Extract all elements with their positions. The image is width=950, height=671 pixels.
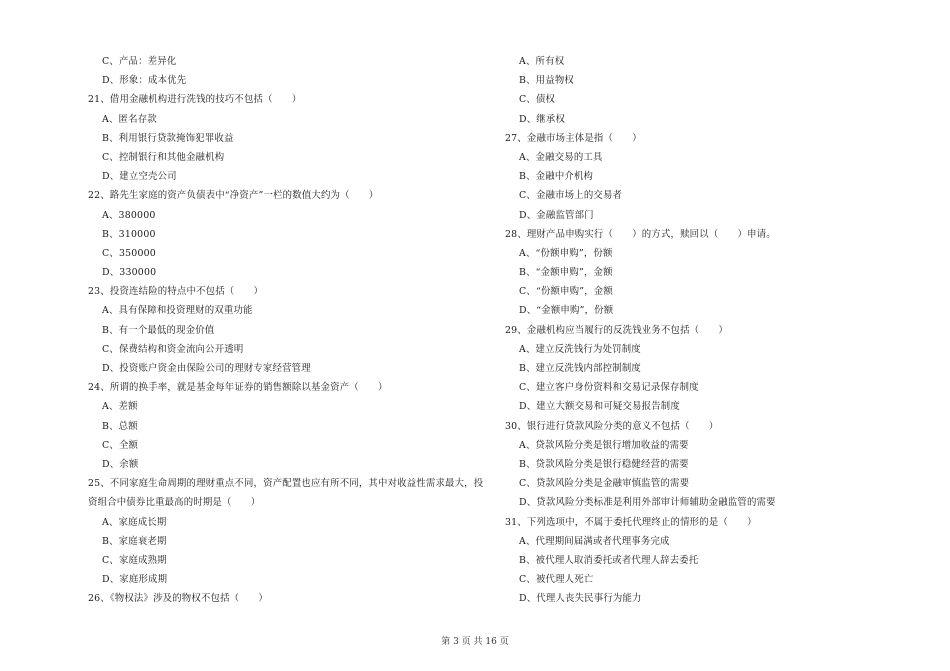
question-text: 26、《物权法》涉及的物权不包括（ ） [88,593,268,605]
answer-option: D、建立空壳公司 [102,171,177,183]
answer-option: B、贷款风险分类是银行稳健经营的需要 [519,458,689,470]
answer-option: D、继承权 [519,113,566,125]
question-text: 23、投资连结险的特点中不包括（ ） [88,286,264,298]
question-text: 27、金融市场主体是指（ ） [505,132,642,144]
question-text: 30、银行进行贷款风险分类的意义不包括（ ） [505,420,719,432]
answer-option: C、“份额申购”，金额 [519,286,613,298]
question-text: 22、路先生家庭的资产负债表中“净资产”一栏的数值大约为（ ） [88,190,379,202]
answer-option: C、金融市场上的交易者 [519,190,623,202]
answer-option: B、被代理人取消委托或者代理人辞去委托 [519,554,699,566]
answer-option: C、产品：差异化 [102,56,177,67]
question-text: 28、理财产品申购实行（ ）的方式，赎回以（ ）申请。 [505,228,776,240]
question-text: 31、下列选项中，不属于委托代理终止的情形的是（ ） [505,516,757,528]
answer-option: C、全额 [102,439,139,451]
answer-option: D、代理人丧失民事行为能力 [519,593,642,605]
question-text: 24、所谓的换手率，就是基金每年证券的销售额除以基金资产（ ） [88,382,388,394]
answer-option: D、330000 [102,267,157,279]
answer-option: D、贷款风险分类标准是利用外部审计师辅助金融监管的需要 [519,497,776,509]
answer-option: B、用益物权 [519,75,574,87]
answer-option: A、建立反洗钱行为处罚制度 [519,343,641,355]
answer-option: B、总额 [102,420,138,432]
answer-option: D、“金额申购”，份额 [519,305,614,317]
answer-option: D、金融监管部门 [519,209,594,221]
answer-option: A、具有保障和投资理财的双重功能 [102,305,253,317]
question-text: 资组合中债券比重最高的时期是（ ） [88,497,261,509]
answer-option: B、建立反洗钱内部控制制度 [519,363,641,374]
question-text: 21、借用金融机构进行洗钱的技巧不包括（ ） [88,94,302,106]
answer-option: D、建立大额交易和可疑交易报告制度 [519,401,680,413]
answer-option: B、金融中介机构 [519,171,594,183]
answer-option: C、建立客户身份资料和交易记录保存制度 [519,382,699,394]
page-footer: 第 3 页 共 16 页 [441,637,509,647]
answer-option: B、310000 [102,228,156,240]
question-text: 29、金融机构应当履行的反洗钱业务不包括（ ） [505,324,728,336]
answer-option: A、家庭成长期 [102,516,167,528]
answer-option: D、余额 [102,458,139,470]
answer-option: C、350000 [102,247,156,259]
answer-option: C、债权 [519,94,556,106]
answer-option: B、利用银行贷款掩饰犯罪收益 [102,132,234,144]
answer-option: B、家庭衰老期 [102,535,167,547]
question-text: 25、不同家庭生命周期的理财重点不同，资产配置也应有所不同，其中对收益性需求最大，投 [88,478,484,490]
answer-option: A、匿名存款 [102,113,157,125]
answer-option: A、代理期间届满或者代理事务完成 [519,535,670,547]
answer-option: A、金融交易的工具 [519,151,603,163]
answer-option: C、保费结构和资金流向公开透明 [102,343,244,355]
left-column [88,52,498,608]
answer-option: A、380000 [102,209,156,221]
answer-option: C、控制银行和其他金融机构 [102,151,225,163]
answer-option: C、贷款风险分类是金融审慎监管的需要 [519,478,690,490]
answer-option: A、差额 [102,401,138,413]
answer-option: D、形象：成本优先 [102,75,187,87]
answer-option: B、有一个最低的现金价值 [102,324,215,336]
answer-option: D、投资账户资金由保险公司的理财专家经营管理 [102,363,311,374]
answer-option: C、被代理人死亡 [519,574,594,586]
answer-option: A、贷款风险分类是银行增加收益的需要 [519,439,689,451]
answer-option: C、家庭成熟期 [102,554,167,566]
answer-option: D、家庭形成期 [102,574,168,586]
right-column [505,52,905,608]
answer-option: A、所有权 [519,56,565,67]
answer-option: A、“份额申购”，份额 [519,247,613,259]
answer-option: B、“金额申购”，金额 [519,267,613,279]
